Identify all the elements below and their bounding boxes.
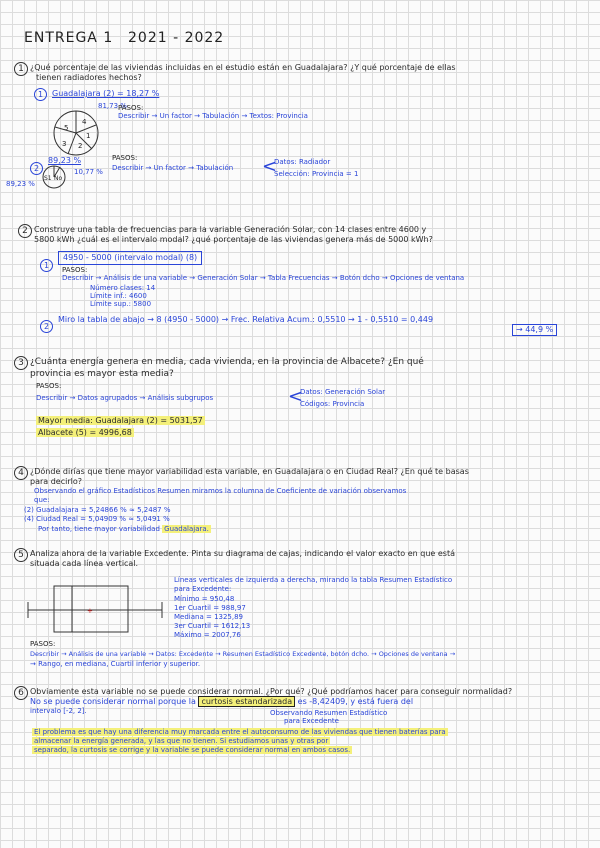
q5-steps-l1: Describir → Análisis de una variable → Datos: Excedente → Resumen Estadístico Excedente, botón dcho. → Opciones de ventana →	[30, 650, 456, 658]
q5-number: 5	[14, 548, 28, 562]
q1-answer2-text: 89,23 %	[48, 156, 82, 165]
q6-question-line1: Obviamente esta variable no se puede considerar normal. ¿Por qué? ¿Qué podríamos hacer para conseguir normalidad?	[30, 687, 513, 696]
q4-question-line4: que:	[34, 496, 50, 504]
q1-answer2-datos: Datos: Radiador	[274, 158, 331, 166]
q5-lines-l2: para Excedente:	[174, 585, 232, 593]
q1-pasos2: PASOS:	[112, 154, 138, 162]
q3-question-line1: ¿Cuánta energía genera en media, cada vivienda, en la provincia de Albacete? ¿En qué	[30, 357, 424, 367]
q1-pie-label-2: 2	[78, 142, 83, 150]
q3-brace: <	[288, 386, 304, 407]
q4-question-line1: ¿Dónde dirías que tiene mayor variabilidad esta variable, en Guadalajara o en Ciudad Real? ¿En qué te basas	[30, 467, 469, 476]
q6-number: 6	[14, 686, 28, 700]
q1-answer1-text: Guadalajara (2) = 18,27 %	[52, 89, 160, 98]
q1-answer1-pct: 81,73 %	[98, 102, 127, 110]
q6-expl-l2: almacenar la energía generada, y las que no tienen. Si estudiamos unas y otras por	[34, 737, 329, 745]
q1-answer2-seleccion: Selección: Provincia = 1	[274, 170, 359, 178]
q5-lines-l1: Líneas verticales de izquierda a derecha, mirando la tabla Resumen Estadístico	[174, 576, 453, 584]
q4-question-line2: para decirlo?	[30, 477, 82, 486]
page-title: ENTREGA 1	[24, 30, 114, 46]
q5-mediana: Mediana = 1325,89	[174, 613, 244, 621]
q1-pie2-label-si: S1	[44, 175, 52, 182]
q5-steps-l2: → Rango, en mediana, Cuartil inferior y superior.	[30, 660, 201, 668]
q3-steps: Describir → Datos agrupados → Análisis subgrupos	[36, 394, 214, 402]
q5-pasos: PASOS:	[30, 640, 56, 648]
q1-answer1-steps: Describir → Un factor → Tabulación → Textos: Provincia	[118, 112, 308, 120]
q1-number: 1	[14, 62, 28, 76]
q1-pie2-label-no: No	[54, 175, 63, 182]
q5-q3: 3er Cuartil = 1612,13	[174, 622, 251, 630]
q5-boxplot	[22, 580, 172, 640]
q5-minimo: Mínimo = 950,48	[174, 595, 235, 603]
q3-albacete: Albacete (5) = 4996,68	[38, 428, 132, 437]
q6-answer-line2: intervalo [-2, 2].	[30, 707, 87, 715]
svg-text:+: +	[87, 607, 93, 615]
q3-question-line2: provincia es mayor esta media?	[30, 369, 174, 379]
q4-question-line3: Observando el gráfico Estadísticos Resumen miramos la columna de Coeficiente de variación observamos	[34, 487, 407, 495]
q2-detail1: Número clases: 14	[90, 284, 156, 292]
q1-pie-label-1: 1	[86, 132, 91, 140]
q1-answer2-pct2: 89,23 %	[6, 180, 35, 188]
q6-expl-l1: El problema es que hay una diferencia muy marcada entre el autoconsumo de las viviendas que tienen baterías para	[34, 728, 446, 736]
q1-pie-chart	[48, 108, 108, 160]
q5-question-line2: situada cada línea vertical.	[30, 559, 139, 568]
q5-question-line1: Analiza ahora de la variable Excedente. Pinta su diagrama de cajas, indicando el valor exacto en que está	[30, 549, 456, 558]
q1-pie-label-4: 4	[82, 118, 87, 126]
q2-number: 2	[18, 224, 32, 238]
page-year: 2021 - 2022	[128, 30, 225, 46]
q2-question-line2: 5800 kWh ¿cuál es el intervalo modal? ¿qué porcentaje de las viviendas genera más de 5000 kWh?	[34, 235, 433, 244]
q1-pasos: PASOS:	[118, 104, 144, 112]
q2-answer2-text: Miro la tabla de abajo → 8 (4950 - 5000) → Frec. Relativa Acum.: 0,5510 → 1 - 0,5510 = 0,449	[58, 315, 434, 324]
q1-answer2-steps: Describir → Un factor → Tabulación	[112, 164, 234, 172]
q3-pasos: PASOS:	[36, 382, 62, 390]
q1-answer2-brace: <	[262, 156, 278, 177]
q2-answer1-steps: Describir → Análisis de una variable → Generación Solar → Tabla Frecuencias → Botón dcho → Opciones de ventana	[62, 274, 465, 282]
q4-number: 4	[14, 466, 28, 480]
q2-pasos: PASOS:	[62, 266, 88, 274]
q2-answer1-text: 4950 - 5000 (intervalo modal) (8)	[58, 251, 202, 265]
q6-expl-l3: separado, la curtosis se corrige y la variable se puede considerar normal en ambos casos.	[34, 746, 351, 754]
q1-answer2-number: 2	[30, 156, 43, 175]
q1-answer1-number: 1	[34, 88, 47, 101]
q6-note-l1: Observando Resumen Estadístico	[270, 709, 388, 717]
q6-note-l2: para Excedente	[284, 717, 339, 725]
q6-answer-line1: No se puede considerar normal porque la curtosis estandarizada es -8,42409, y está fuera del	[30, 697, 414, 706]
q1-pie-label-3: 3	[62, 140, 67, 148]
q3-datos: Datos: Generación Solar	[300, 388, 386, 396]
q2-answer1-number: 1	[40, 253, 53, 272]
q2-question-line1: Construye una tabla de frecuencias para la variable Generación Solar, con 14 clases entre 4600 y	[34, 225, 427, 234]
q4-answer2: (4) Ciudad Real = 5,04909 % ≈ 5,0491 %	[24, 515, 170, 523]
q1-pie2-chart	[40, 164, 70, 192]
q1-pie-label-5: 5	[64, 124, 69, 132]
q1-question-line1: ¿Qué porcentaje de las viviendas incluidas en el estudio están en Guadalajara? ¿Y qué porcentaje de ellas	[30, 63, 456, 72]
q5-maximo: Máximo = 2007,76	[174, 631, 241, 639]
q3-number: 3	[14, 356, 28, 370]
q4-conclusion: Por tanto, tiene mayor variabilidad Guadalajara.	[38, 525, 209, 533]
q5-q1: 1er Cuartil = 988,97	[174, 604, 246, 612]
q4-answer1: (2) Guadalajara = 5,24866 % ≈ 5,2487 %	[24, 506, 171, 514]
q3-codigos: Códigos: Provincia	[300, 400, 365, 408]
q3-mayor: Mayor media: Guadalajara (2) = 5031,57	[38, 416, 203, 425]
q2-answer2-number: 2	[40, 314, 53, 333]
q1-question-line2: tienen radiadores hechos?	[36, 73, 142, 82]
q1-answer2-pct1: 10,77 %	[74, 168, 103, 176]
q2-answer2-result: → 44,9 %	[512, 324, 557, 336]
q2-detail3: Límite sup.: 5800	[90, 300, 152, 308]
q2-detail2: Límite inf.: 4600	[90, 292, 147, 300]
